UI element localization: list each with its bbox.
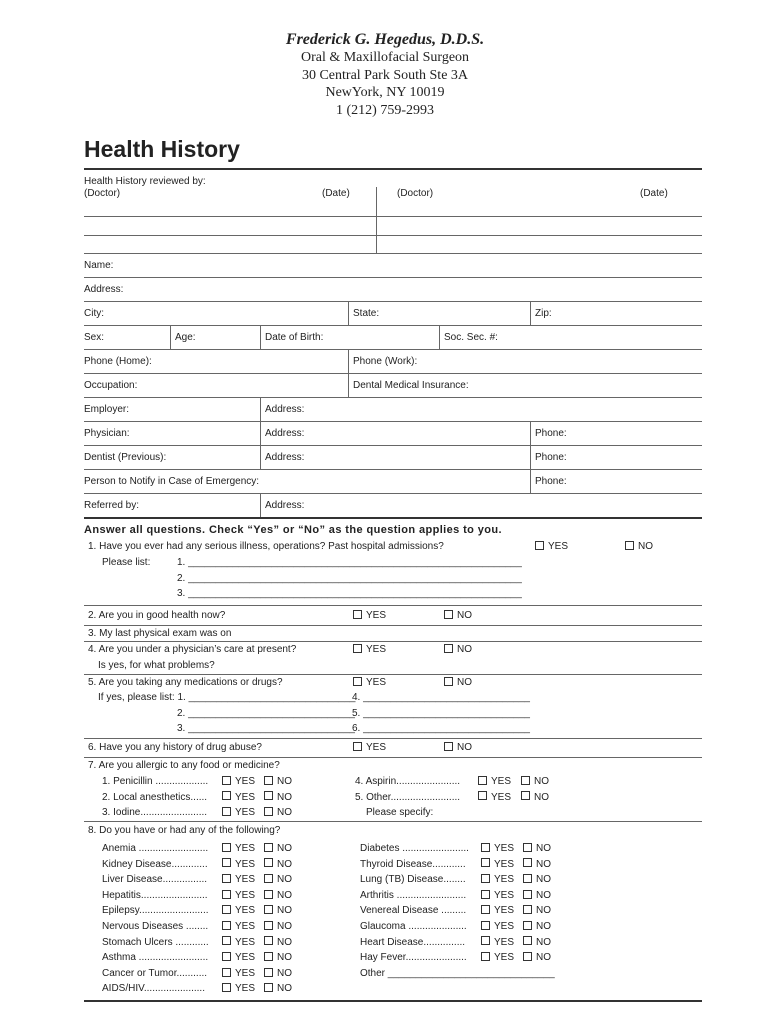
insurance-field[interactable]: Dental Medical Insurance: [353,380,469,391]
q5-no-checkbox[interactable] [444,677,472,688]
checkbox-icon [264,921,273,930]
state-field[interactable]: State: [353,308,380,319]
no-label: NO [534,776,549,787]
no-label: NO [277,983,292,995]
q8-condition-right-8-no-checkbox[interactable] [523,952,551,963]
dob-field[interactable]: Date of Birth: [265,332,324,343]
checkbox-icon [222,776,231,785]
checkbox-icon [222,952,231,961]
q8-condition-left-4-yes-checkbox[interactable] [222,890,255,901]
q5-med-line-1[interactable]: If yes, please list: 1. ______________________________ [98,692,356,703]
row-rule [84,445,702,446]
question-rule [84,641,702,642]
checkbox-icon [481,843,490,852]
yes-label: YES [494,858,515,870]
q7-allergy-left-1-label: 1. Penicillin ................... [102,776,209,787]
yes-label: YES [235,889,256,901]
q7-allergy-right-1-label: 4. Aspirin....................... [355,776,461,787]
row-rule [84,469,702,470]
q8-condition-right-3-label: Lung (TB) Disease........ [360,874,466,886]
yes-label: YES [235,858,256,870]
q7-please-specify[interactable]: Please specify: [366,807,434,818]
no-label: NO [638,541,653,552]
yes-label: YES [366,677,387,688]
section-rule [84,517,702,519]
q1-yes-checkbox[interactable] [535,541,568,552]
question-rule [84,821,702,822]
no-label: NO [457,610,472,621]
checkbox-icon [523,952,532,961]
q7-allergy-left-3-yes-checkbox[interactable] [222,807,255,818]
checkbox-icon [521,776,530,785]
checkbox-icon [353,742,362,751]
question-7: 7. Are you allergic to any food or medicine? [88,760,280,771]
ssn-field[interactable]: Soc. Sec. #: [444,332,498,343]
q5-med-line-3[interactable]: 3. ______________________________ [177,723,355,734]
q8-condition-right-7-label: Heart Disease............... [360,936,466,948]
no-label: NO [277,776,292,787]
checkbox-icon [481,952,490,961]
checkbox-icon [444,742,453,751]
checkbox-icon [523,874,532,883]
dentist-phone-field[interactable]: Phone: [535,452,567,463]
q8-condition-right-8-yes-checkbox[interactable] [481,952,514,963]
review-doctor-2: (Doctor) [397,188,434,199]
q7-allergy-left-2-yes-checkbox[interactable] [222,792,255,803]
yes-label: YES [235,874,256,886]
cell-divider [348,302,349,325]
employer-address-field[interactable]: Address: [265,404,305,415]
no-label: NO [457,677,472,688]
no-label: NO [277,952,292,964]
checkbox-icon [264,776,273,785]
q8-condition-left-10-label: AIDS/HIV...................... [102,983,205,995]
q1-no-checkbox[interactable] [625,541,653,552]
q8-condition-left-8-label: Asthma ......................... [102,952,209,964]
q8-condition-right-5-label: Venereal Disease ......... [360,905,467,917]
q8-condition-left-3-no-checkbox[interactable] [264,874,292,885]
cell-divider [260,422,261,445]
cell-divider [530,422,531,445]
question-1: 1. Have you ever had any serious illness, operations? Past hospital admissions? [88,541,444,552]
q5-med-line-2[interactable]: 2. ______________________________ [177,708,355,719]
q8-condition-left-1-label: Anemia ......................... [102,843,209,854]
q8-condition-right-1-label: Diabetes ........................ [360,843,469,854]
q8-condition-left-6-no-checkbox[interactable] [264,921,292,932]
q8-condition-left-2-yes-checkbox[interactable] [222,859,255,870]
no-label: NO [536,889,551,901]
q8-condition-left-4-no-checkbox[interactable] [264,890,292,901]
q8-condition-left-1-no-checkbox[interactable] [264,843,292,854]
checkbox-icon [264,874,273,883]
bottom-rule [84,1000,702,1002]
no-label: NO [277,858,292,870]
checkbox-icon [264,936,273,945]
question-2: 2. Are you in good health now? [88,610,226,621]
q2-yes-checkbox[interactable] [353,610,386,621]
yes-label: YES [494,843,515,854]
checkbox-icon [523,936,532,945]
q2-no-checkbox[interactable] [444,610,472,621]
q8-condition-left-5-yes-checkbox[interactable] [222,905,255,916]
no-label: NO [277,874,292,886]
q8-condition-right-6-yes-checkbox[interactable] [481,921,514,932]
q8-condition-left-7-no-checkbox[interactable] [264,937,292,948]
q7-allergy-left-3-label: 3. Iodine........................ [102,807,208,818]
checkbox-icon [222,791,231,800]
q8-other[interactable]: Other ______________________________ [360,968,555,979]
zip-field[interactable]: Zip: [535,308,552,319]
q8-condition-right-1-no-checkbox[interactable] [523,843,551,854]
practice-line: 30 Central Park South Ste 3A [301,67,469,83]
checkbox-icon [625,541,634,550]
question-5: 5. Are you taking any medications or drugs? [88,677,283,688]
emergency-contact-field[interactable]: Person to Notify in Case of Emergency: [84,476,260,487]
checkbox-icon [523,843,532,852]
q8-condition-left-10-no-checkbox[interactable] [264,983,292,994]
physician-address-field[interactable]: Address: [265,428,305,439]
q8-condition-left-3-label: Liver Disease................ [102,874,208,886]
referred-address-field[interactable]: Address: [265,500,305,511]
yes-label: YES [235,952,256,964]
q8-condition-left-10-yes-checkbox[interactable] [222,983,255,994]
q8-condition-left-4-label: Hepatitis........................ [102,889,208,901]
q8-condition-left-8-no-checkbox[interactable] [264,952,292,963]
checkbox-icon [264,905,273,914]
q1-line-3[interactable]: 3. ____________________________________________________________ [177,588,522,599]
cell-divider [260,398,261,421]
phone-work-field[interactable]: Phone (Work): [353,356,418,367]
cell-divider [530,446,531,469]
q8-condition-left-8-yes-checkbox[interactable] [222,952,255,963]
q4-no-checkbox[interactable] [444,644,472,655]
q8-condition-left-5-label: Epilepsy......................... [102,905,209,917]
row-rule [84,325,702,326]
question-rule [84,605,702,606]
q1-line-2[interactable]: 2. ____________________________________________________________ [177,573,522,584]
city-field[interactable]: City: [84,308,104,319]
q1-please-list: Please list: [102,557,151,568]
checkbox-icon [264,890,273,899]
yes-label: YES [235,921,256,932]
name-field[interactable]: Name: [84,260,114,271]
checkbox-icon [222,936,231,945]
checkbox-icon [222,921,231,930]
review-divider [376,187,377,253]
review-line[interactable] [84,216,702,217]
checkbox-icon [222,874,231,883]
row-rule [84,421,702,422]
checkbox-icon [353,610,362,619]
q8-condition-right-4-label: Arthritis ......................... [360,889,467,901]
yes-label: YES [235,967,256,979]
no-label: NO [277,936,292,948]
no-label: NO [277,905,292,917]
checkbox-icon [444,644,453,653]
q8-condition-left-5-no-checkbox[interactable] [264,905,292,916]
question-rule [84,738,702,739]
yes-label: YES [235,791,256,803]
q4-sub[interactable]: Is yes, for what problems? [98,660,215,671]
row-rule [84,397,702,398]
question-6: 6. Have you any history of drug abuse? [88,742,262,753]
row-rule [84,493,702,494]
q8-condition-left-9-label: Cancer or Tumor........... [102,967,208,979]
yes-label: YES [235,905,256,917]
physician-field[interactable]: Physician: [84,428,130,439]
checkbox-icon [264,858,273,867]
q8-condition-right-2-no-checkbox[interactable] [523,859,551,870]
yes-label: YES [491,791,512,803]
cell-divider [348,350,349,373]
practice-line: NewYork, NY 10019 [325,85,445,100]
checkbox-icon [523,921,532,930]
q7-allergy-right-2-yes-checkbox[interactable] [478,792,511,803]
cell-divider [530,470,531,493]
q8-condition-left-6-yes-checkbox[interactable] [222,921,255,932]
cell-divider [260,446,261,469]
review-date-2: (Date) [640,188,668,199]
checkbox-icon [264,791,273,800]
checkbox-icon [353,677,362,686]
q7-allergy-right-1-no-checkbox[interactable] [521,776,549,787]
checkbox-icon [481,874,490,883]
no-label: NO [536,843,551,854]
q8-condition-right-3-no-checkbox[interactable] [523,874,551,885]
q8-condition-left-3-yes-checkbox[interactable] [222,874,255,885]
checkbox-icon [481,921,490,930]
no-label: NO [277,921,292,932]
q6-yes-checkbox[interactable] [353,742,386,753]
q8-condition-right-7-no-checkbox[interactable] [523,937,551,948]
yes-label: YES [366,742,387,753]
q4-yes-checkbox[interactable] [353,644,386,655]
q8-condition-left-7-yes-checkbox[interactable] [222,937,255,948]
checkbox-icon [264,843,273,852]
yes-label: YES [235,807,256,818]
q8-condition-right-7-yes-checkbox[interactable] [481,937,514,948]
yes-label: YES [235,843,256,854]
review-label: Health History reviewed by: [84,176,206,187]
q5-yes-checkbox[interactable] [353,677,386,688]
q5-med-line-4[interactable]: 4. ______________________________ [352,692,530,703]
q8-condition-right-4-no-checkbox[interactable] [523,890,551,901]
checkbox-icon [222,843,231,852]
checkbox-icon [481,858,490,867]
review-line[interactable] [84,253,702,254]
review-line[interactable] [84,235,702,236]
q1-line-1[interactable]: 1. ____________________________________________________________ [177,557,522,568]
emergency-phone-field[interactable]: Phone: [535,476,567,487]
no-label: NO [534,791,549,803]
checkbox-icon [264,952,273,961]
q8-condition-left-2-no-checkbox[interactable] [264,859,292,870]
yes-label: YES [494,874,515,886]
title-rule [84,168,702,170]
checkbox-icon [222,890,231,899]
row-rule [84,277,702,278]
checkbox-icon [481,890,490,899]
no-label: NO [277,807,292,818]
row-rule [84,301,702,302]
yes-label: YES [494,905,515,917]
yes-label: YES [494,889,515,901]
yes-label: YES [494,936,515,948]
q5-med-line-5[interactable]: 5. ______________________________ [352,708,530,719]
practice-line: 1 (212) 759-2993 [336,102,434,118]
checkbox-icon [478,776,487,785]
question-rule [84,674,702,675]
checkbox-icon [523,890,532,899]
checkbox-icon [353,644,362,653]
question-rule [84,625,702,626]
q8-condition-left-9-yes-checkbox[interactable] [222,968,255,979]
row-rule [84,349,702,350]
row-rule [84,373,702,374]
cell-divider [348,374,349,397]
cell-divider [530,302,531,325]
checkbox-icon [222,968,231,977]
dentist-address-field[interactable]: Address: [265,452,305,463]
q7-allergy-right-2-no-checkbox[interactable] [521,792,549,803]
checkbox-icon [523,858,532,867]
yes-label: YES [366,610,387,621]
no-label: NO [536,936,551,948]
cell-divider [260,326,261,349]
yes-label: YES [494,921,515,932]
checkbox-icon [222,983,231,992]
q8-condition-right-2-yes-checkbox[interactable] [481,859,514,870]
question-rule [84,757,702,758]
q7-allergy-right-2-label: 5. Other......................... [355,791,461,803]
q8-condition-left-7-label: Stomach Ulcers ............ [102,936,209,948]
q8-condition-right-6-label: Glaucoma ..................... [360,921,467,932]
checkbox-icon [535,541,544,550]
practice-info [0,49,770,119]
q8-condition-right-5-yes-checkbox[interactable] [481,905,514,916]
checkbox-icon [264,968,273,977]
yes-label: YES [235,776,256,787]
yes-label: YES [491,776,512,787]
q8-condition-left-2-label: Kidney Disease............. [102,858,208,870]
cell-divider [439,326,440,349]
q7-allergy-left-1-yes-checkbox[interactable] [222,776,255,787]
no-label: NO [277,843,292,854]
no-label: NO [457,742,472,753]
yes-label: YES [366,644,387,655]
no-label: NO [536,952,551,964]
checkbox-icon [523,905,532,914]
no-label: NO [457,644,472,655]
q7-allergy-left-2-label: 2. Local anesthetics...... [102,791,208,803]
q8-condition-right-1-yes-checkbox[interactable] [481,843,514,854]
q8-condition-right-6-no-checkbox[interactable] [523,921,551,932]
age-field[interactable]: Age: [175,332,196,343]
no-label: NO [536,905,551,917]
occupation-field[interactable]: Occupation: [84,380,138,391]
instructions: Answer all questions. Check “Yes” or “No” as the question applies to you. [84,524,502,536]
checkbox-icon [222,905,231,914]
checkbox-icon [264,807,273,816]
cell-divider [260,494,261,517]
checkbox-icon [444,610,453,619]
q8-condition-right-4-yes-checkbox[interactable] [481,890,514,901]
doctor-name: Frederick G. Hegedus, D.D.S. [285,31,485,48]
checkbox-icon [444,677,453,686]
yes-label: YES [548,541,569,552]
q8-condition-left-1-yes-checkbox[interactable] [222,843,255,854]
question-8: 8. Do you have or had any of the following? [88,825,281,836]
q8-condition-right-3-yes-checkbox[interactable] [481,874,514,885]
yes-label: YES [235,983,256,995]
yes-label: YES [235,936,256,948]
q6-no-checkbox[interactable] [444,742,472,753]
no-label: NO [277,967,292,979]
checkbox-icon [521,791,530,800]
checkbox-icon [481,936,490,945]
q7-allergy-left-2-no-checkbox[interactable] [264,792,292,803]
no-label: NO [536,921,551,932]
q8-condition-right-5-no-checkbox[interactable] [523,905,551,916]
yes-label: YES [494,952,515,964]
checkbox-icon [264,983,273,992]
no-label: NO [277,791,292,803]
physician-phone-field[interactable]: Phone: [535,428,567,439]
no-label: NO [536,858,551,870]
phone-home-field[interactable]: Phone (Home): [84,356,152,367]
review-doctor-1: (Doctor) [84,188,121,199]
review-date-1: (Date) [322,188,350,199]
employer-field[interactable]: Employer: [84,404,130,415]
q8-condition-left-9-no-checkbox[interactable] [264,968,292,979]
checkbox-icon [222,858,231,867]
checkbox-icon [478,791,487,800]
checkbox-icon [481,905,490,914]
referred-by-field[interactable]: Referred by: [84,500,140,511]
q8-condition-right-8-label: Hay Fever...................... [360,952,467,964]
no-label: NO [536,874,551,886]
cell-divider [170,326,171,349]
q7-allergy-right-1-yes-checkbox[interactable] [478,776,511,787]
address-field[interactable]: Address: [84,284,124,295]
no-label: NO [277,889,292,901]
q7-allergy-left-3-no-checkbox[interactable] [264,807,292,818]
q8-condition-left-6-label: Nervous Diseases ........ [102,921,209,932]
practice-line: Oral & Maxillofacial Surgeon [300,50,470,65]
checkbox-icon [222,807,231,816]
dentist-field[interactable]: Dentist (Previous): [84,452,167,463]
q5-med-line-6[interactable]: 6. ______________________________ [352,723,530,734]
question-4: 4. Are you under a physician’s care at present? [88,644,297,655]
q8-condition-right-2-label: Thyroid Disease............ [360,858,466,870]
q7-allergy-left-1-no-checkbox[interactable] [264,776,292,787]
question-3[interactable]: 3. My last physical exam was on [88,628,232,639]
page-title: Health History [84,136,240,162]
sex-field[interactable]: Sex: [84,332,105,343]
